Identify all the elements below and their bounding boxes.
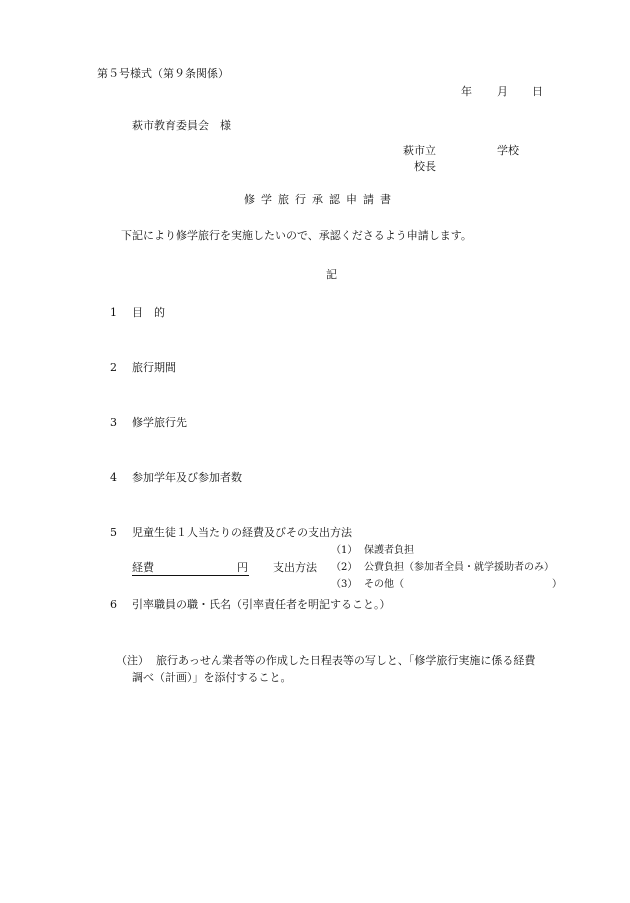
- item-5-number: 5: [110, 526, 117, 539]
- note-label: （注）: [116, 654, 149, 667]
- option-3-number: （3）: [331, 579, 358, 590]
- item-6-label: 引率職員の職・氏名（引率責任者を明記すること。）: [132, 598, 391, 611]
- item-4-number: 4: [110, 471, 117, 484]
- item-3-label: 修学旅行先: [132, 416, 187, 429]
- option-2-number: （2）: [331, 562, 358, 573]
- school-suffix: 学校: [497, 144, 519, 157]
- date-year: 年: [461, 85, 472, 98]
- item-6-number: 6: [110, 598, 117, 611]
- method-label: 支出方法: [273, 561, 317, 574]
- school-prefix: 萩市立: [403, 144, 436, 157]
- option-1-number: （1）: [331, 545, 358, 556]
- option-1-text: 保護者負担: [364, 545, 414, 556]
- option-2-text: 公費負担（参加者全員・就学援助者のみ）: [364, 562, 554, 573]
- item-3-number: 3: [110, 416, 117, 429]
- item-2-label: 旅行期間: [132, 361, 176, 374]
- cost-underline: [132, 575, 249, 576]
- form-id: 第５号様式（第９条関係）: [97, 67, 229, 80]
- item-2-number: 2: [110, 361, 117, 374]
- yen-label: 円: [237, 561, 248, 574]
- cost-label: 経費: [132, 561, 154, 574]
- principal-label: 校長: [414, 160, 436, 173]
- ki-heading: 記: [326, 268, 337, 281]
- date-day: 日: [532, 85, 543, 98]
- intro-text: 下記により修学旅行を実施したいので、承認くださるよう申請します。: [121, 229, 472, 242]
- addressee: 萩市教育委員会 様: [132, 119, 231, 132]
- note-line-2: 調べ（計画）」を添付すること。: [132, 671, 292, 684]
- date-month: 月: [497, 85, 508, 98]
- item-1-label: 目 的: [132, 306, 165, 319]
- item-4-label: 参加学年及び参加者数: [132, 471, 242, 484]
- item-1-number: 1: [110, 306, 117, 319]
- note-line-1: 旅行あっせん業者等の作成した日程表等の写しと、「修学旅行実施に係る経費: [156, 654, 536, 667]
- item-5-label: 児童生徒１人当たりの経費及びその支出方法: [132, 526, 352, 539]
- document-title: 修学旅行承認申請書: [244, 193, 397, 206]
- option-3-close: ）: [552, 579, 562, 590]
- option-3-text: その他（: [364, 579, 404, 590]
